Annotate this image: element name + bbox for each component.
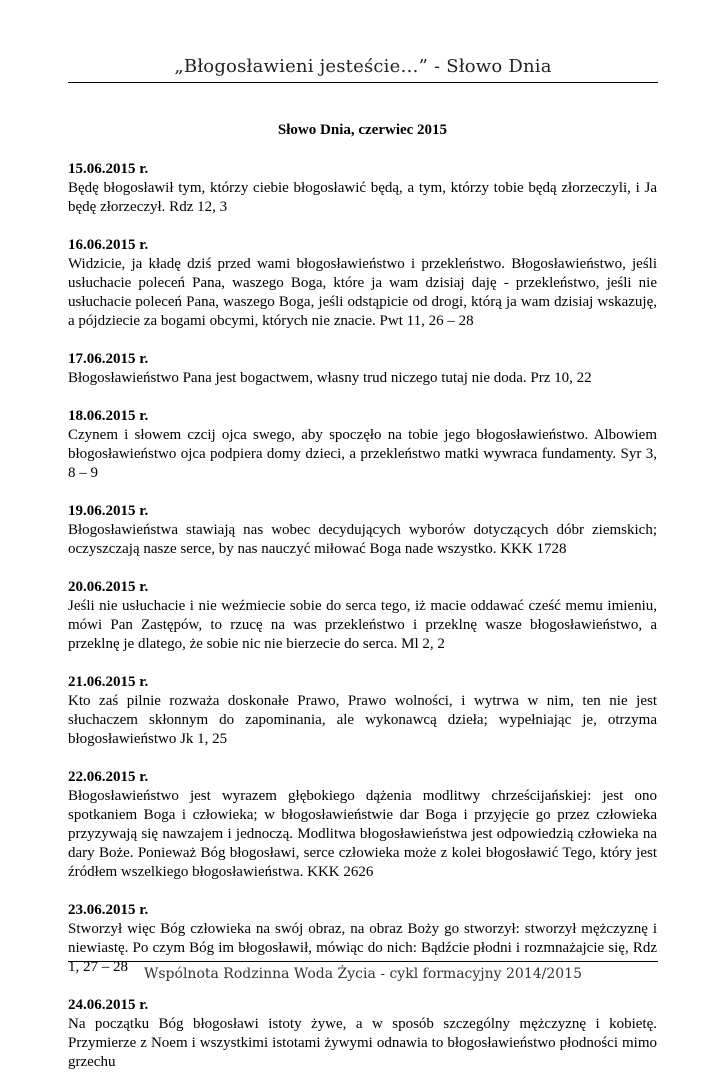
entry-text: Będę błogosławił tym, którzy ciebie błogosławić będą, a tym, którzy tobie będą złorzeczyli, i Ja będę złorzeczył. Rdz 12, 3 — [68, 180, 657, 215]
entry-date: 24.06.2015 r. — [68, 997, 149, 1013]
entry-date: 20.06.2015 r. — [68, 579, 149, 595]
entry-text: Czynem i słowem czcij ojca swego, aby spoczęło na tobie jego błogosławieństwo. Albowiem błogosławieństwo ojca podpiera domy dzieci, a przekleństwo matki wywraca fundamenty. Syr 3, 8 – 9 — [68, 427, 657, 481]
entry — [68, 578, 657, 654]
entry — [68, 407, 657, 483]
entry-text: Kto zaś pilnie rozważa doskonałe Prawo, Prawo wolności, i wytrwa w nim, ten nie jest słuchaczem skłonnym do zapominania, ale wykonawcą dzieła; wypełniając je, otrzyma błogosławieństwo Jk 1, 25 — [68, 693, 657, 747]
entry-date: 21.06.2015 r. — [68, 674, 149, 690]
entry — [68, 350, 657, 388]
entry-date: 17.06.2015 r. — [68, 351, 149, 367]
entry — [68, 673, 657, 749]
entry-date: 16.06.2015 r. — [68, 237, 149, 253]
page-footer: Wspólnota Rodzinna Woda Życia - cykl formacyjny 2014/2015 — [143, 966, 582, 982]
entry-text: Stworzył więc Bóg człowieka na swój obraz, na obraz Boży go stworzył: stworzył mężczyznę i niewiastę. Po czym Bóg im błogosławił, mówiąc do nich: Bądźcie płodni i rozmnażajcie się, Rdz 1, 27 – 28 — [68, 921, 657, 975]
entry-date: 18.06.2015 r. — [68, 408, 149, 424]
entry — [68, 768, 657, 882]
entry-date: 22.06.2015 r. — [68, 769, 149, 785]
entry — [68, 502, 657, 559]
page-header-title: „Błogosławieni jesteście…” - Słowo Dnia — [174, 56, 552, 77]
entry-text: Jeśli nie usłuchacie i nie weźmiecie sobie do serca tego, iż macie oddawać cześć memu imieniu, mówi Pan Zastępów, to rzucę na was przekleństwo i przeklnę wasze błogosławieństwo, a przeklnę je dlatego, że sobie nic nie bierzecie do serca. Ml 2, 2 — [68, 598, 657, 652]
entry — [68, 236, 657, 331]
entry-text: Błogosławieństwo Pana jest bogactwem, własny trud niczego tutaj nie doda. Prz 10, 22 — [68, 370, 592, 386]
entry-text: Błogosławieństwa stawiają nas wobec decydujących wyborów dotyczących dóbr ziemskich; oczyszczają nasze serce, by nas nauczyć miłować Boga nade wszystko. KKK 1728 — [68, 522, 657, 557]
entry — [68, 996, 657, 1072]
entry-date: 19.06.2015 r. — [68, 503, 149, 519]
entry-text: Na początku Bóg błogosławi istoty żywe, a w sposób szczególny mężczyznę i kobietę. Przymierze z Noem i wszystkimi istotami żywymi odnawia to błogosławieństwo płodności mimo grzechu — [68, 1016, 657, 1070]
document-title: Słowo Dnia, czerwiec 2015 — [277, 122, 448, 138]
footer-divider — [68, 961, 658, 962]
entry-date: 23.06.2015 r. — [68, 902, 149, 918]
header-divider — [68, 82, 658, 83]
entry — [68, 160, 657, 217]
entry-text: Widzicie, ja kładę dziś przed wami błogosławieństwo i przekleństwo. Błogosławieństwo, jeśli usłuchacie poleceń Pana, waszego Boga, które ja wam dzisiaj daję - przekleństwo, jeśli nie usłuchacie poleceń Pana, waszego Boga, jeśli odstąpicie od drogi, którą ja wam dzisiaj wskazuję, a pójdziecie za bogami obcymi, których nie znacie. Pwt 11, 26 – 28 — [68, 256, 657, 329]
entry-text: Błogosławieństwo jest wyrazem głębokiego dążenia modlitwy chrześcijańskiej: jest ono spotkaniem Boga i człowieka; w błogosławieństwie dar Boga i przyjęcie go przez człowieka przyzywają się nawzajem i jednoczą. Modlitwa błogosławieństwa jest odpowiedzią człowieka na dary Boże. Ponieważ Bóg błogosławi, serce człowieka może z kolei błogosławić Tego, który jest źródłem wszelkiego błogosławieństwa. KKK 2626 — [68, 788, 657, 880]
entry-date: 15.06.2015 r. — [68, 161, 149, 177]
